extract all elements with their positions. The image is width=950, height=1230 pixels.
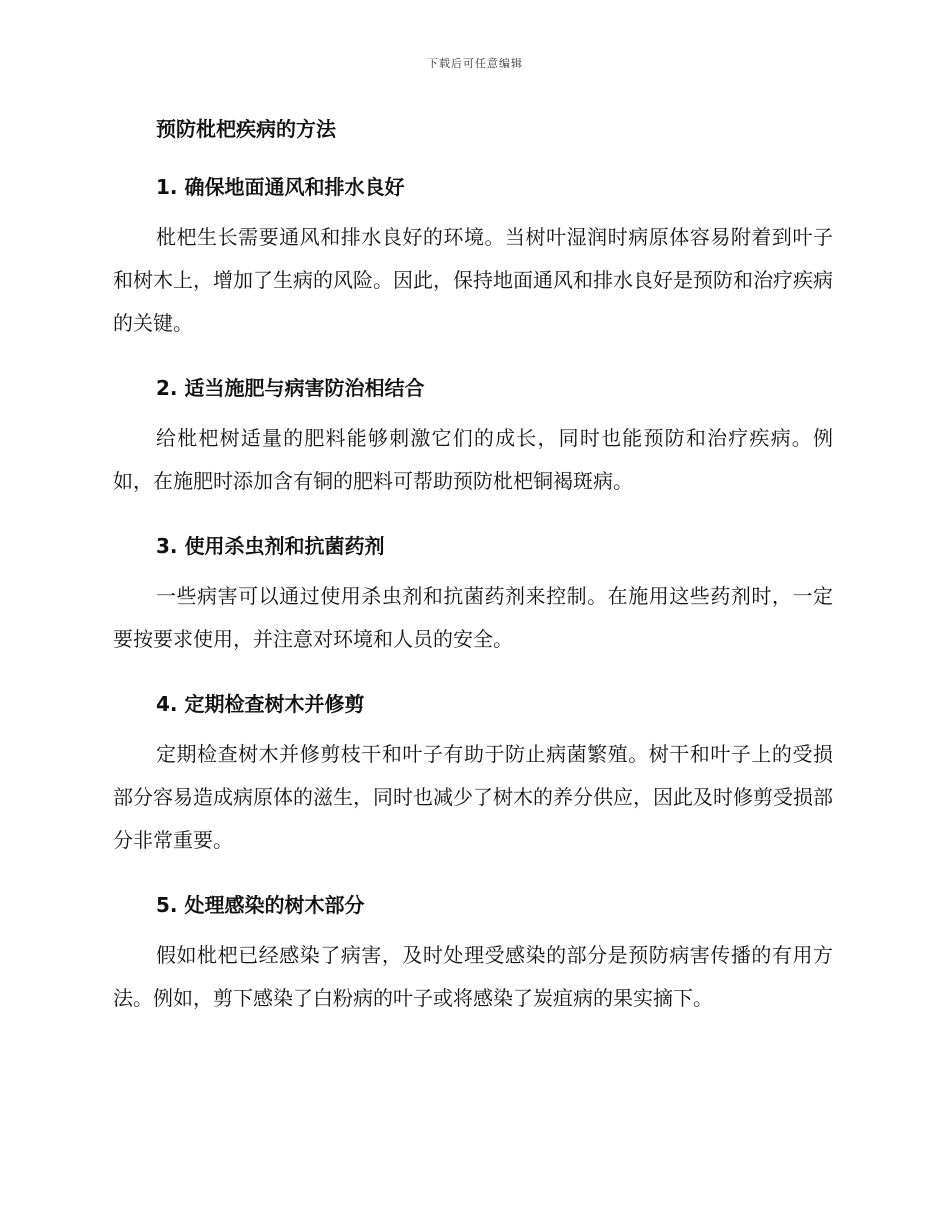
section-4 — [113, 689, 833, 862]
document-content — [113, 114, 833, 1020]
section-5 — [113, 890, 833, 1020]
section-heading: 5. 处理感染的树木部分 — [156, 893, 365, 917]
header-note: 下载后可任意编辑 — [427, 57, 523, 70]
section-body: 给枇杷树适量的肥料能够刺激它们的成长，同时也能预防和治疗疾病。例如，在施肥时添加含有铜的肥料可帮助预防枇杷铜褐斑病。 — [113, 426, 833, 493]
section-heading: 1. 确保地面通风和排水良好 — [156, 175, 405, 199]
section-1 — [113, 172, 833, 345]
document-title: 预防枇杷疾病的方法 — [156, 117, 336, 141]
section-2 — [113, 373, 833, 503]
section-heading: 4. 定期检查树木并修剪 — [156, 692, 365, 716]
section-3 — [113, 531, 833, 661]
section-heading: 3. 使用杀虫剂和抗菌药剂 — [156, 534, 385, 558]
section-body: 定期检查树木并修剪枝干和叶子有助于防止病菌繁殖。树干和叶子上的受损部分容易造成病原体的滋生，同时也减少了树木的养分供应，因此及时修剪受损部分非常重要。 — [113, 742, 833, 852]
section-body: 一些病害可以通过使用杀虫剂和抗菌药剂来控制。在施用这些药剂时，一定要按要求使用，并注意对环境和人员的安全。 — [113, 584, 833, 651]
section-heading: 2. 适当施肥与病害防治相结合 — [156, 376, 425, 400]
section-body: 枇杷生长需要通风和排水良好的环境。当树叶湿润时病原体容易附着到叶子和树木上，增加了生病的风险。因此，保持地面通风和排水良好是预防和治疗疾病的关键。 — [113, 225, 833, 335]
section-body: 假如枇杷已经感染了病害，及时处理受感染的部分是预防病害传播的有用方法。例如，剪下感染了白粉病的叶子或将感染了炭疽病的果实摘下。 — [113, 943, 833, 1010]
